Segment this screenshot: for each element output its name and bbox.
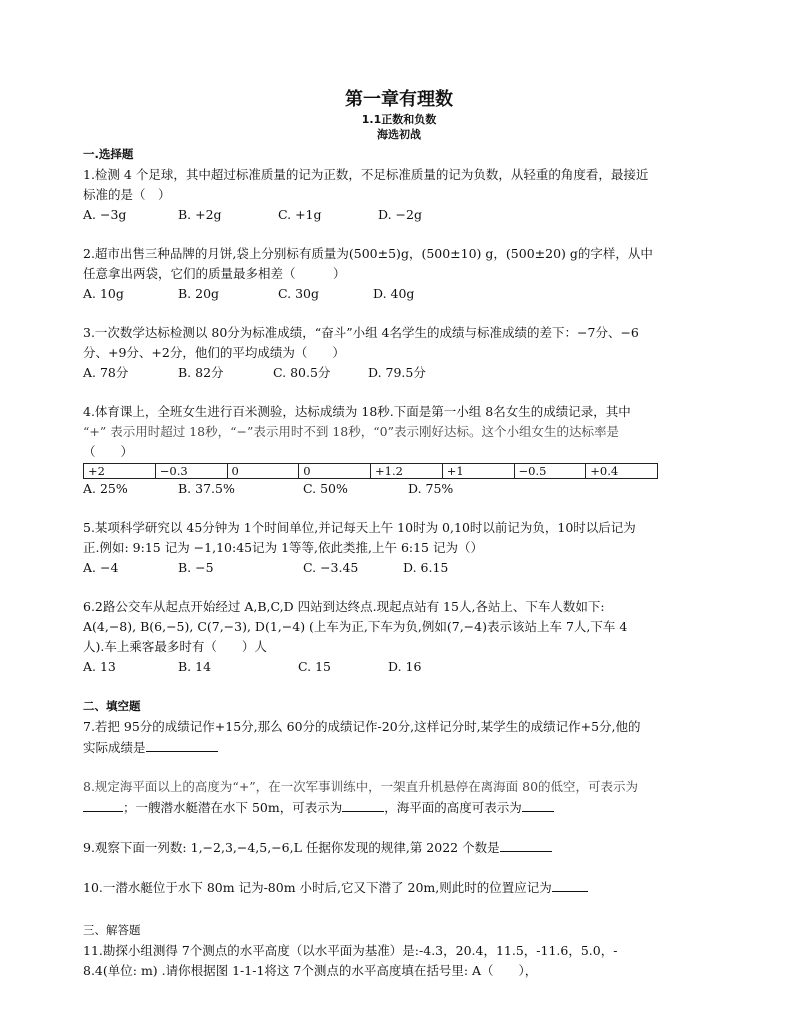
table-cell: −0.3	[155, 464, 227, 479]
option-b: B. 14	[178, 659, 212, 674]
table-cell: 0	[299, 464, 371, 479]
question-10	[83, 877, 715, 898]
question-text: ，海平面的高度可表示为	[384, 800, 522, 815]
option-a: A. 78分	[83, 365, 129, 380]
section-choice-heading: 一.选择题	[83, 147, 134, 161]
option-a: A. 13	[83, 659, 116, 674]
option-d: D. 40g	[373, 286, 415, 301]
question-text: 10.一潜水艇位于水下 80m 记为-80m 小时后,它又下潜了 20m,则此时的位置应记为	[83, 880, 552, 895]
table-cell: +2	[84, 464, 156, 479]
table-cell: 0	[227, 464, 299, 479]
question-text: 3.一次数学达标检测以 80分为标准成绩，“奋斗”小组 4名学生的成绩与标准成绩的差下：−7分、−6	[83, 325, 639, 340]
question-text: ；一艘潜水艇潜在水下 50m，可表示为	[123, 800, 343, 815]
question-2	[83, 244, 715, 304]
page-title: 第一章有理数	[345, 89, 453, 110]
table-row	[84, 464, 658, 479]
table-cell: +0.4	[586, 464, 658, 479]
question-text: 5.某项科学研究以 45分钟为 1个时间单位,并记每天上午 10时为 0,10时以前记为负，10时以后记为	[83, 520, 636, 535]
question-text: 1.检测 4 个足球，其中超过标准质量的记为正数，不足标准质量的记为负数，从轻重的角度看，最接近	[83, 167, 649, 182]
page-subtitle: 1.1正数和负数	[361, 113, 437, 126]
question-text: 6.2路公交车从起点开始经过 A,B,C,D 四站到达终点.现起点站有 15人,各站上、下车人数如下:	[83, 599, 605, 614]
question-text: 正.例如: 9:15 记为 −1,10:45记为 1等等,依此类推,上午 6:15 记为（）	[83, 540, 483, 555]
answer-blank[interactable]	[522, 797, 554, 812]
option-a: A. 10g	[83, 286, 124, 301]
answer-blank[interactable]	[83, 797, 123, 812]
option-c: C. 50%	[303, 481, 348, 496]
option-d: D. −2g	[378, 207, 422, 222]
question-text: 2.超市出售三种品牌的月饼,袋上分别标有质量为(500±5)g，(500±10) g，(500±20) g的字样，从中	[83, 246, 653, 261]
option-c: C. −3.45	[303, 560, 359, 575]
answer-blank[interactable]	[500, 837, 552, 852]
section-answer-heading: 三、解答题	[83, 923, 141, 937]
question-9	[83, 837, 715, 858]
option-b: B. −5	[178, 560, 214, 575]
question-text: 标准的是（ ）	[83, 187, 171, 202]
question-text: 任意拿出两袋，它们的质量最多相差（ ）	[83, 266, 346, 281]
question-text: 人).车上乘客最多时有（ ）人	[83, 639, 267, 654]
question-text: 11.勘探小组测得 7个测点的水平高度（以水平面为基准）是:-4.3，20.4，11.5，-11.6，5.0，-	[83, 943, 618, 958]
options-row	[83, 558, 715, 578]
option-d: D. 75%	[408, 481, 454, 496]
option-a: A. −3g	[83, 207, 127, 222]
option-a: A. −4	[83, 560, 119, 575]
question-text: 8.4(单位: m) .请你根据图 1-1-1将这 7个测点的水平高度填在括号里: A（ ），	[83, 963, 538, 978]
worksheet	[83, 88, 715, 981]
answer-blank[interactable]	[342, 797, 384, 812]
question-4	[83, 402, 715, 499]
question-text: “+” 表示用时超过 18秒，“−”表示用时不到 18秒，“0”表示刚好达标。这个小组女生的达标率是	[83, 424, 619, 439]
question-11	[83, 941, 715, 981]
question-text: 8.规定海平面以上的高度为“+”，在一次军事训练中，一架直升机悬停在离海面 80的低空，可表示为	[83, 779, 639, 794]
option-c: C. 80.5分	[273, 365, 331, 380]
answer-blank[interactable]	[146, 737, 218, 752]
question-text: 4.体育课上，全班女生进行百米测验，达标成绩为 18秒.下面是第一小组 8名女生的成绩记录，其中	[83, 404, 631, 419]
option-d: D. 79.5分	[368, 365, 426, 380]
options-row	[83, 205, 715, 225]
section-fill-heading: 二、填空题	[83, 699, 141, 713]
options-row	[83, 657, 715, 677]
option-b: B. 82分	[178, 365, 224, 380]
option-d: D. 6.15	[403, 560, 449, 575]
option-c: C. +1g	[278, 207, 322, 222]
option-c: C. 30g	[278, 286, 319, 301]
option-b: B. 20g	[178, 286, 220, 301]
option-b: B. +2g	[178, 207, 222, 222]
question-6	[83, 597, 715, 677]
options-row	[83, 479, 715, 499]
table-cell: +1	[442, 464, 514, 479]
scores-table	[83, 463, 658, 479]
option-c: C. 15	[298, 659, 331, 674]
options-row	[83, 363, 715, 383]
question-text: 9.观察下面一列数: 1,−2,3,−4,5,−6,L 任据你发现的规律,第 2022 个数是	[83, 840, 500, 855]
question-1	[83, 165, 715, 225]
options-row	[83, 284, 715, 304]
question-8	[83, 777, 715, 818]
question-text: A(4,−8), B(6,−5), C(7,−3), D(1,−4) (上车为正,下车为负,例如(7,−4)表示该站上车 7人,下车 4	[83, 619, 628, 634]
option-b: B. 37.5%	[178, 481, 235, 496]
table-cell: −0.5	[514, 464, 586, 479]
question-text: （ ）	[83, 444, 134, 459]
table-cell: +1.2	[371, 464, 443, 479]
question-7	[83, 717, 715, 758]
question-text: 分、+9分、+2分，他们的平均成绩为（ ）	[83, 345, 345, 360]
question-text: 7.若把 95分的成绩记作+15分,那么 60分的成绩记作-20分,这样记分时,某学生的成绩记作+5分,他的	[83, 719, 641, 734]
option-d: D. 16	[388, 659, 422, 674]
question-3	[83, 323, 715, 383]
question-text: 实际成绩是	[83, 740, 146, 755]
question-5	[83, 518, 715, 578]
option-a: A. 25%	[83, 481, 128, 496]
answer-blank[interactable]	[552, 877, 588, 892]
page-subtitle-2: 海选初战	[377, 128, 421, 141]
